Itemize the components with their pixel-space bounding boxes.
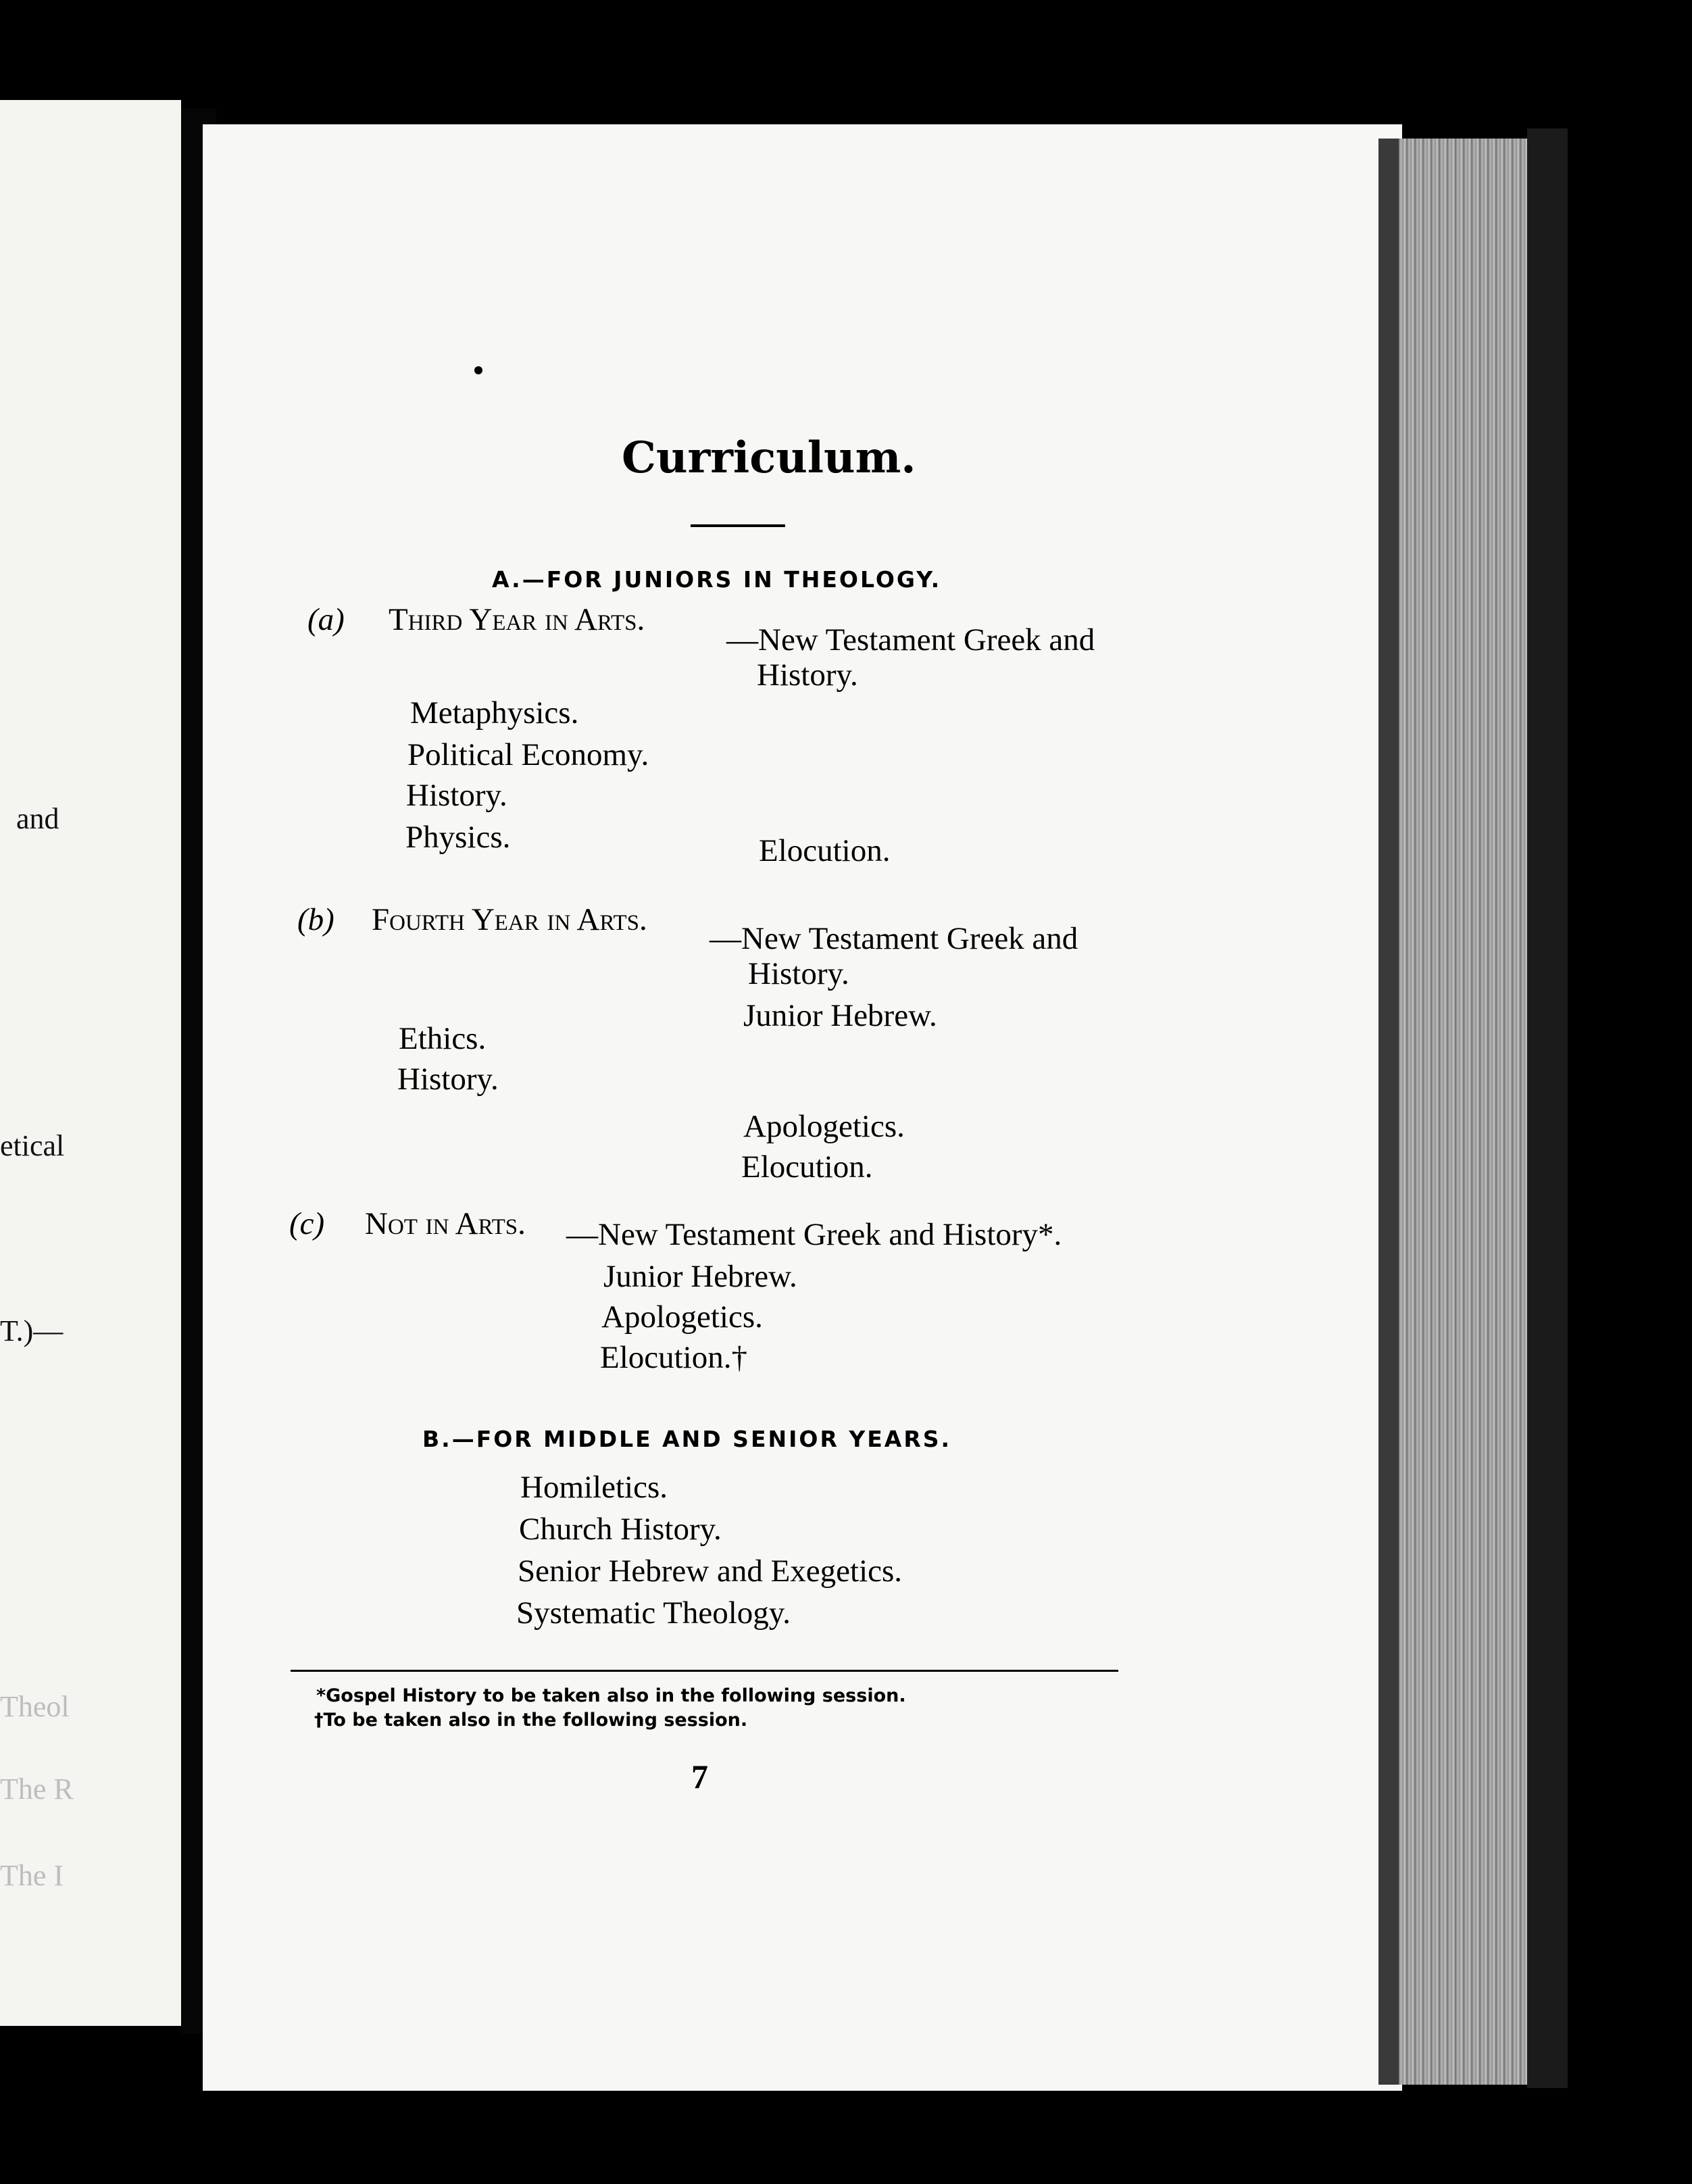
entry-b-left-subject: Ethics. <box>399 1021 487 1056</box>
entry-a-right-subject: Elocution. <box>759 833 891 868</box>
section-b-subject: Church History. <box>519 1512 722 1547</box>
section-a-heading: A.—FOR JUNIORS IN THEOLOGY. <box>492 566 942 593</box>
entry-b-marker: (b) <box>297 902 334 937</box>
entry-a-left-subject: History. <box>406 778 507 813</box>
left-page-faint-fragment: The I <box>0 1859 64 1892</box>
section-b-subject: Systematic Theology. <box>516 1595 791 1631</box>
entry-b-right-top: Junior Hebrew. <box>743 998 937 1033</box>
entry-a-marker: (a) <box>307 602 345 637</box>
page-title: Curriculum. <box>622 432 916 483</box>
left-page-fragment: and <box>16 802 59 835</box>
entry-b-right-subject: Apologetics. <box>743 1109 905 1144</box>
entry-a-label: Third Year in Arts. <box>389 602 645 637</box>
entry-b-subject-cont: History. <box>748 956 849 991</box>
entry-c-subject: Elocution.† <box>600 1340 747 1375</box>
entry-a-left-subject: Physics. <box>405 820 511 855</box>
page-edge-shadow <box>1378 139 1399 2085</box>
footnote: †To be taken also in the following session. <box>314 1710 748 1731</box>
ink-dot <box>474 366 482 374</box>
left-page-fragment: T.)— <box>0 1314 64 1347</box>
footnote: *Gospel History to be taken also in the following session. <box>316 1685 906 1706</box>
entry-a-left-subject: Metaphysics. <box>410 695 579 730</box>
entry-b-label: Fourth Year in Arts. <box>372 902 647 937</box>
entry-a-subject-cont: History. <box>757 657 858 693</box>
book-cover-edge <box>1527 128 1568 2088</box>
entry-c-marker: (c) <box>289 1206 325 1241</box>
entry-b-subject: —New Testament Greek and <box>710 921 1078 956</box>
title-rule <box>691 524 785 527</box>
page-number: 7 <box>691 1758 708 1795</box>
entry-b-right-subject: Elocution. <box>741 1149 873 1185</box>
page-edges <box>1378 139 1551 2085</box>
main-page <box>203 124 1402 2091</box>
left-page-faint-fragment: The R <box>0 1772 74 1806</box>
left-page-fragment: etical <box>0 1129 65 1162</box>
entry-c-subject: —New Testament Greek and History*. <box>566 1217 1062 1252</box>
section-b-subject: Homiletics. <box>520 1470 668 1505</box>
section-b-heading: B.—FOR MIDDLE AND SENIOR YEARS. <box>422 1426 952 1452</box>
left-page-faint-fragment: Theol <box>0 1690 70 1723</box>
entry-b-left-subject: History. <box>397 1062 499 1097</box>
footnote-rule <box>291 1670 1118 1672</box>
entry-c-subject: Junior Hebrew. <box>603 1259 797 1294</box>
entry-c-label: Not in Arts. <box>365 1206 526 1241</box>
entry-a-left-subject: Political Economy. <box>407 737 649 772</box>
entry-c-subject: Apologetics. <box>601 1299 763 1335</box>
facing-page <box>0 100 181 2026</box>
section-b-subject: Senior Hebrew and Exegetics. <box>518 1554 903 1589</box>
entry-a-subject: —New Testament Greek and <box>726 622 1095 657</box>
